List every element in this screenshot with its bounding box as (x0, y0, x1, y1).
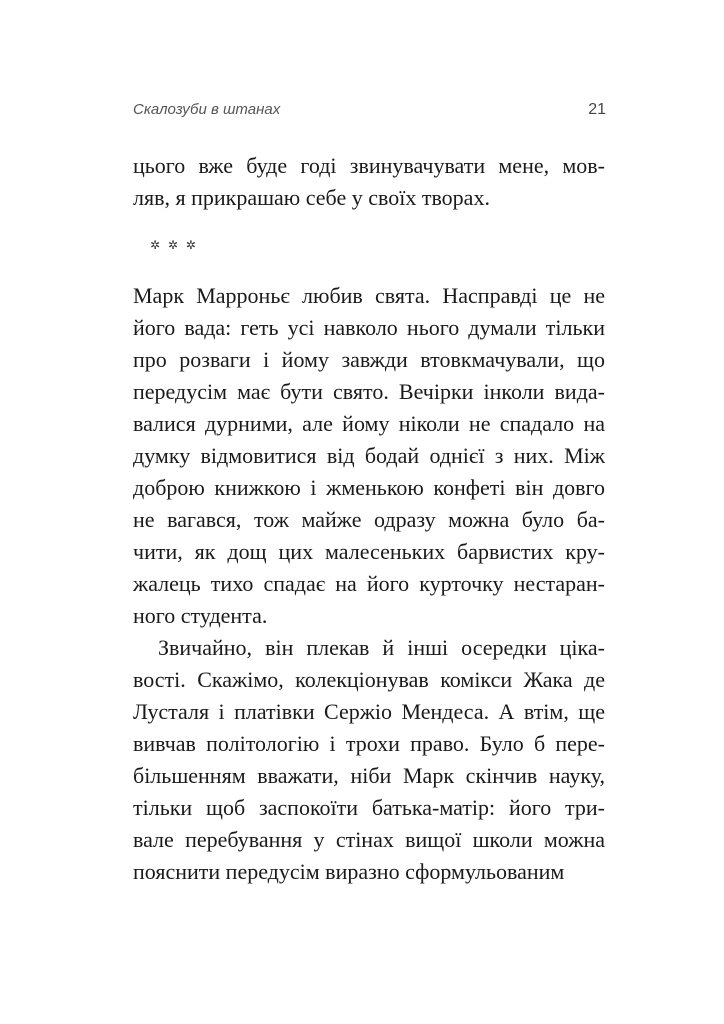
page-number: 21 (588, 101, 606, 118)
text-line: чити, як дощ цих малесеньких барвистих кру- (133, 539, 605, 564)
text-line: більшенням вважати, ніби Марк скінчив науку, (133, 763, 605, 788)
section-break: ✲ ✲ ✲ (150, 238, 198, 252)
text-line: вості. Скажімо, колекціонував комікси Жака де (133, 667, 605, 692)
text-line: Звичайно, він плекав й інші осередки ціка- (158, 635, 605, 660)
text-line: тільки щоб заспокоїти батька-матір: його три- (133, 795, 605, 820)
text-line: про розваги і йому завжди втовкмачували, що (133, 347, 605, 372)
text-line: ного студента. (133, 603, 268, 628)
text-line: Марк Марроньє любив свята. Насправді це не (133, 283, 605, 308)
text-line: не вагався, тож майже одразу можна було ба- (133, 507, 605, 532)
text-line: його вада: геть усі навколо нього думали тільки (133, 315, 605, 340)
paragraph (133, 632, 605, 888)
text-line: вивчав політологію і трохи право. Було б пере- (133, 731, 605, 756)
running-title: Скалозуби в штанах (133, 101, 281, 118)
text-line: вале перебування у стінах вищої школи можна (133, 827, 605, 852)
text-line: валися дурними, але йому ніколи не спадало на (133, 411, 605, 436)
text-line: ляв, я прикрашаю себе у своїх творах. (133, 185, 490, 210)
text-line: жалець тихо спадає на його курточку нестаран- (133, 571, 605, 596)
text-line: доброю книжкою і жменькою конфеті він довго (133, 475, 605, 500)
continued-paragraph (133, 150, 605, 214)
text-line: передусім має бути свято. Вечірки інколи вида- (133, 379, 605, 404)
text-line: пояснити передусім виразно сформульованим (133, 859, 565, 884)
text-line: Лусталя і платівки Сержіо Мендеса. А втім, ще (133, 699, 605, 724)
text-line: цього вже буде годі звинувачувати мене, мов- (133, 153, 605, 178)
paragraph (133, 280, 605, 632)
text-line: думку відмовитися від бодай однієї з них. Між (133, 443, 605, 468)
